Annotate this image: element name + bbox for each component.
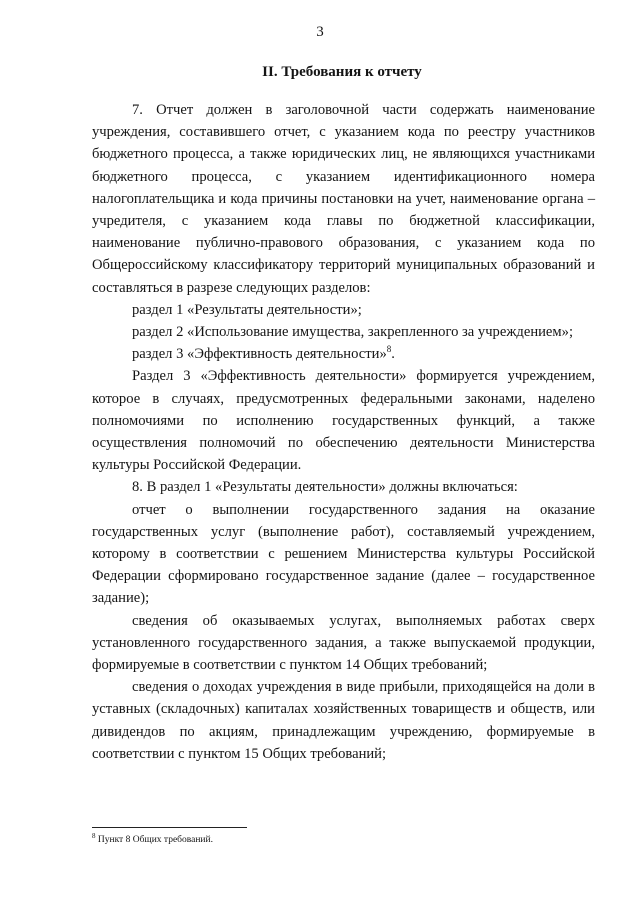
body-text [92,99,595,765]
paragraph-7: 7. Отчет должен в заголовочной части содержать наименование учреждения, составившего отчет, с указанием кода по реестру участников бюджетного процесса, а также юридических лиц, не являющихся участниками бюджетного процесса, с указанием идентификационного номера налогоплательщика и кода причины постановки на учет, наименование органа – учредителя, с указанием кода главы по бюджетной классификации, наименование публично-правового образования, с указанием кода по Общероссийскому классификатору территорий муниципальных образований и составляться в разрезе следующих разделов: [92,102,595,296]
footnote [92,831,213,846]
footnote-text: Пункт 8 Общих требований. [97,835,213,845]
paragraph-8: 8. В раздел 1 «Результаты деятельности» должны включаться: [132,479,518,496]
paragraph-8-item-3: сведения о доходах учреждения в виде прибыли, приходящейся на доли в уставных (складочных) капиталах хозяйственных товариществ и обществ, или дивидендов по акциям, принадлежащим учреждению, формируемые в соответствии с пунктом 15 Общих требований; [92,679,595,762]
list-item-section-1: раздел 1 «Результаты деятельности»; [132,301,362,318]
paragraph-8-item-1: отчет о выполнении государственного задания на оказание государственных услуг (выполнение работ), составляемый учреждением, которому в соответствии с решением Министерства культуры Российской Федерации сформировано государственное задание (далее – государственное задание); [92,501,595,607]
section-heading: II. Требования к отчету [262,64,422,80]
list-item-section-3-end: . [391,346,395,363]
footnote-reference: 8 [386,344,392,355]
footnote-divider [92,827,247,828]
paragraph-8-item-2: сведения об оказываемых услугах, выполняемых работах сверх установленного государственного задания, а также выпускаемой продукции, формируемые в соответствии с пунктом 14 Общих требований; [92,612,595,674]
list-item-section-3-text: раздел 3 «Эффективность деятельности» [132,346,387,363]
paragraph-section-3-description: Раздел 3 «Эффективность деятельности» формируется учреждением, которое в случаях, предусмотренных федеральными законами, наделено полномочиями по исполнению государственных функций, а также осуществления полномочий по обеспечению деятельности Министерства культуры Российской Федерации. [92,368,595,474]
list-item-section-2: раздел 2 «Использование имущества, закрепленного за учреждением»; [132,324,573,341]
list-item-section-3 [92,343,595,365]
page-number: 3 [316,24,324,40]
footnote-mark: 8 [92,831,96,840]
